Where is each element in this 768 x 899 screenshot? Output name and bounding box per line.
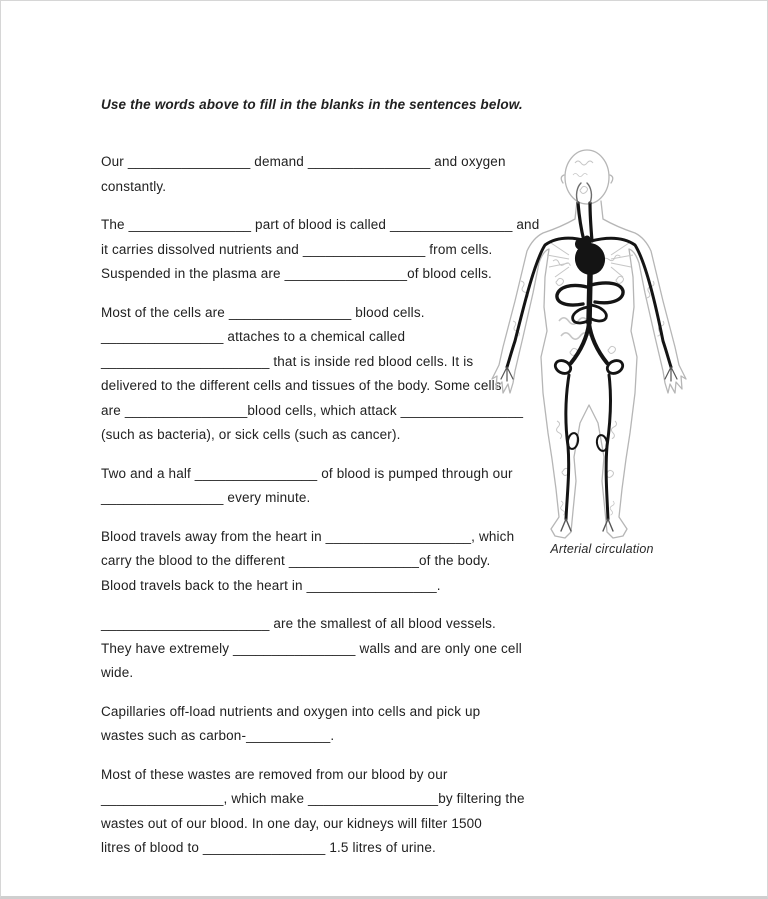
text-line: litres of blood to ________________ 1.5 litres of urine. (101, 840, 436, 855)
fill-in-paragraph (101, 301, 531, 448)
fill-in-paragraph (101, 700, 531, 749)
figure-caption: Arterial circulation (550, 542, 654, 556)
text-line: Blood travels away from the heart in ___________________, which (101, 528, 515, 544)
text-line: Most of these wastes are removed from our blood by our (101, 766, 448, 782)
fill-in-paragraph (101, 612, 531, 686)
capillary-mesh (511, 161, 664, 515)
worksheet-text (101, 97, 540, 875)
text-line: The ________________ part of blood is called ________________ and (101, 217, 540, 232)
text-line: Blood travels back to the heart in _________________. (101, 577, 441, 593)
text-line: wastes out of our blood. In one day, our kidneys will filter 1500 (101, 815, 482, 831)
text-line: are ________________blood cells, which attack ________________ (101, 402, 524, 418)
text-line: wide. (101, 665, 134, 680)
text-line: constantly. (101, 178, 167, 194)
text-line: (such as bacteria), or sick cells (such as cancer). (101, 427, 401, 442)
text-line: carry the blood to the different _________________of the body. (101, 553, 491, 568)
text-line: Two and a half ________________ of blood is pumped through our (101, 465, 513, 481)
fill-in-paragraph (101, 150, 531, 199)
text-line: delivered to the different cells and tissues of the body. Some cells (101, 378, 502, 393)
text-line: Suspended in the plasma are ________________of blood cells. (101, 266, 492, 281)
text-line: They have extremely ________________ walls and are only one cell (101, 640, 522, 656)
text-line: wastes such as carbon-___________. (101, 728, 335, 743)
fill-in-paragraph (101, 525, 531, 599)
text-line: ______________________ are the smallest of all blood vessels. (101, 616, 496, 631)
fill-in-paragraph (101, 213, 540, 287)
instruction-line: Use the words above to fill in the blanks in the sentences below. (101, 97, 523, 112)
fill-in-paragraph (101, 462, 531, 511)
text-line: ________________ every minute. (101, 490, 311, 505)
text-line: it carries dissolved nutrients and ________________ from cells. (101, 241, 493, 257)
arterial-circulation-figure (491, 141, 713, 556)
text-line: Most of the cells are ________________ blood cells. (101, 304, 425, 320)
text-line: ______________________ that is inside red blood cells. It is (101, 353, 474, 369)
fill-in-paragraph (101, 763, 531, 861)
text-line: Capillaries off-load nutrients and oxygen into cells and pick up (101, 703, 481, 719)
text-line: Our ________________ demand ________________ and oxygen (101, 154, 506, 169)
text-line: ________________ attaches to a chemical called (101, 329, 406, 344)
human-body-arteries-illustration (491, 141, 713, 539)
text-line: ________________, which make _________________by filtering the (101, 791, 525, 806)
arterial-tree (501, 183, 677, 531)
